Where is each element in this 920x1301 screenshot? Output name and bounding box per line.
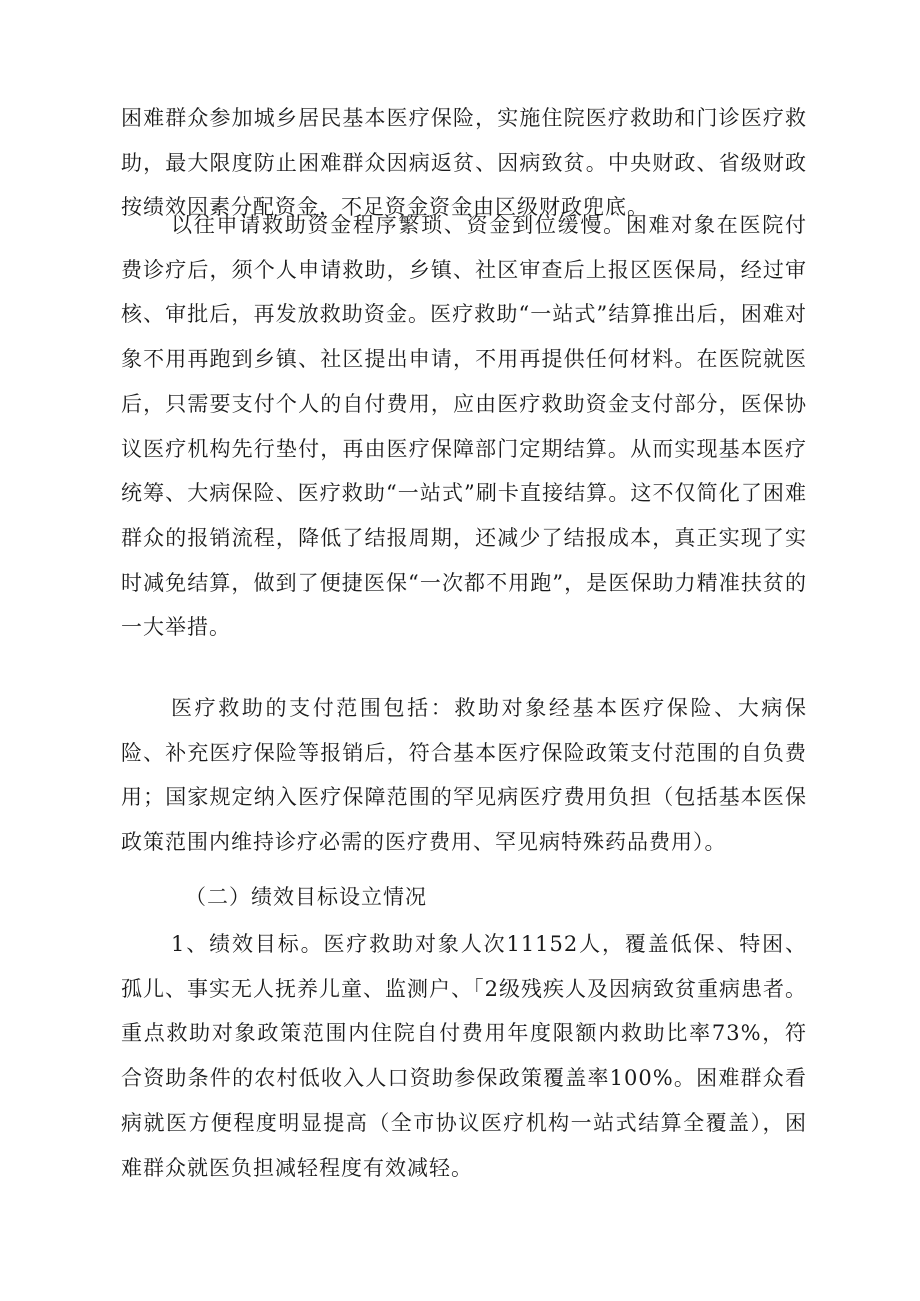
paragraph-one-stop-settlement: 以往申请救助资金程序繁琐、资金到位缓慢。困难对象在医院付费诊疗后，须个人申请救助，乡镇、社区审查后上报区医保局，经过审核、审批后，再发放救助资金。医疗救助“一站式”结算推出后，困难对象不用再跑到乡镇、社区提出申请，不用再提供任何材料。在医院就医后，只需要支付个人的自付费用，应由医疗救助资金支付部分，医保协议医疗机构先行垫付，再由医疗保障部门定期结算。从而实现基本医疗统筹、大病保险、医疗救助“一站式”刷卡直接结算。这不仅简化了困难群众的报销流程，降低了结报周期，还减少了结报成本，真正实现了实时减免结算，做到了便捷医保“一次都不用跑”，是医保助力精准扶贫的一大举措。: [121, 213, 807, 640]
paragraph-payment-scope: 医疗救助的支付范围包括：救助对象经基本医疗保险、大病保险、补充医疗保险等报销后，符合基本医疗保险政策支付范围的自负费用；国家规定纳入医疗保障范围的罕见病医疗费用负担（包括基本医保政策范围内维持诊疗必需的医疗费用、罕见病特殊药品费用）。: [121, 696, 807, 855]
paragraph-medical-insurance-intro: 困难群众参加城乡居民基本医疗保险，实施住院医疗救助和门诊医疗救助，最大限度防止困难群众因病返贫、因病致贫。中央财政、省级财政按绩效因素分配资金，不足资金资金由区级财政兜底。: [121, 106, 807, 220]
paragraph-performance-targets: 1、绩效目标。医疗救助对象人次11152人，覆盖低保、特困、孤儿、事实无人抚养儿童、监测户、「2级残疾人及因病致贫重病患者。重点救助对象政策范围内住院自付费用年度限额内救助比率73%，符合资助条件的农村低收入人口资助参保政策覆盖率100%。困难群众看病就医方便程度明显提高（全市协议医疗机构一站式结算全覆盖），困难群众就医负担减轻程度有效减轻。: [121, 932, 807, 1180]
section-heading-performance-goals: （二）绩效目标设立情况: [185, 885, 427, 909]
